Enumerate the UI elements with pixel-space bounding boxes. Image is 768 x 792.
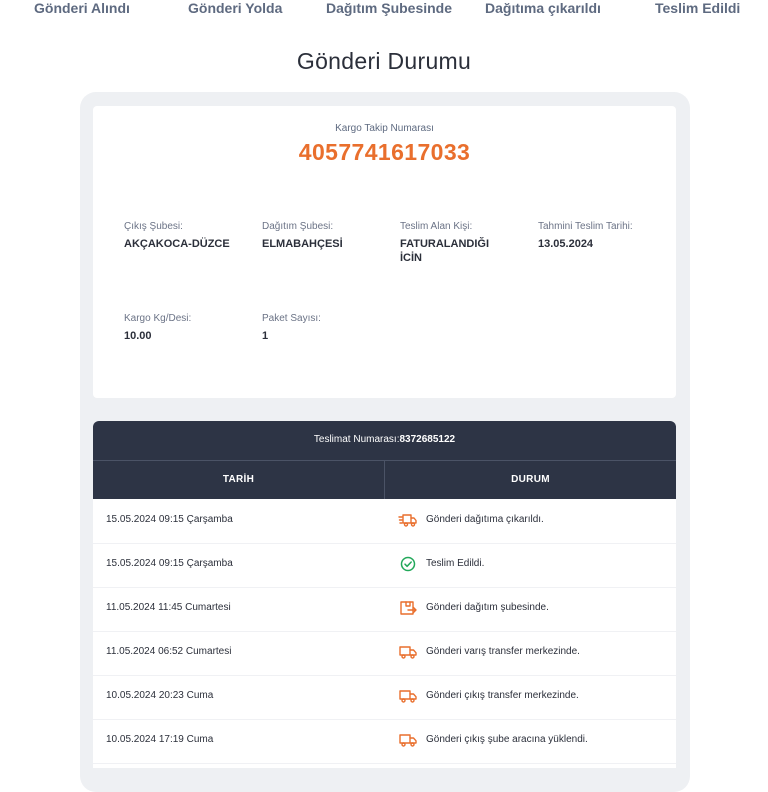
estimated-delivery-date-label: Tahmini Teslim Tarihi: — [538, 221, 633, 232]
page-title: Gönderi Durumu — [296, 48, 472, 74]
table-row — [93, 719, 676, 764]
step-gonderi-yolda[interactable]: Gönderi Yolda — [188, 0, 283, 16]
origin-branch-value: AKÇAKOCA-DÜZCE — [124, 238, 230, 250]
table-row — [93, 499, 676, 544]
row-date: 11.05.2024 06:52 Cumartesi — [106, 646, 232, 657]
package-arrow-icon — [398, 598, 418, 618]
delivery-number-line — [93, 434, 676, 445]
fast-delivery-truck-icon — [398, 510, 418, 530]
status-column-header: DURUM — [511, 474, 550, 485]
step-gonderi-alindi[interactable]: Gönderi Alındı — [34, 0, 130, 16]
package-count-label: Paket Sayısı: — [262, 313, 321, 324]
tracking-number-label: Kargo Takip Numarası — [335, 123, 434, 134]
table-row — [93, 587, 676, 632]
row-status: Gönderi dağıtım şubesinde. — [426, 602, 549, 613]
delivery-number: 8372685122 — [399, 434, 456, 445]
step-dagitim-subesinde[interactable]: Dağıtım Şubesinde — [326, 0, 453, 16]
row-date: 11.05.2024 11:45 Cumartesi — [106, 602, 231, 613]
date-column-header: TARİH — [222, 474, 255, 485]
recipient-value: FATURALANDIĞI İCİN — [400, 238, 490, 264]
delivery-number-label: Teslimat Numarası: — [313, 434, 400, 445]
step-dagitima-cikarildi[interactable]: Dağıtıma çıkarıldı — [485, 0, 601, 16]
weight-value: 10.00 — [124, 330, 152, 342]
origin-branch-label: Çıkış Şubesi: — [124, 221, 183, 232]
table-row — [93, 631, 676, 676]
shipment-progress-steps — [0, 0, 768, 22]
row-status: Gönderi çıkış şube aracına yüklendi. — [426, 734, 588, 745]
step-teslim-edildi[interactable]: Teslim Edildi — [655, 0, 741, 16]
row-status: Gönderi varış transfer merkezinde. — [426, 646, 580, 657]
table-row — [93, 543, 676, 588]
tracking-number: 4057741617033 — [298, 139, 471, 165]
weight-label: Kargo Kg/Desi: — [124, 313, 192, 324]
row-date: 15.05.2024 09:15 Çarşamba — [106, 514, 233, 525]
recipient-label: Teslim Alan Kişi: — [400, 221, 473, 232]
check-circle-icon — [398, 554, 418, 574]
row-date: 15.05.2024 09:15 Çarşamba — [106, 558, 233, 569]
truck-icon — [398, 686, 418, 706]
row-date: 10.05.2024 17:19 Cuma — [106, 734, 214, 745]
row-date: 10.05.2024 20:23 Cuma — [106, 690, 214, 701]
truck-icon — [398, 730, 418, 750]
row-status: Teslim Edildi. — [426, 558, 485, 569]
delivery-branch-label: Dağıtım Şubesi: — [262, 221, 334, 232]
table-row — [93, 675, 676, 720]
row-status: Gönderi dağıtıma çıkarıldı. — [426, 514, 544, 525]
truck-icon — [398, 642, 418, 662]
estimated-delivery-date-value: 13.05.2024 — [538, 238, 594, 250]
package-count-value: 1 — [262, 330, 269, 342]
row-status: Gönderi çıkış transfer merkezinde. — [426, 690, 579, 701]
delivery-branch-value: ELMABAHÇESİ — [262, 238, 343, 250]
